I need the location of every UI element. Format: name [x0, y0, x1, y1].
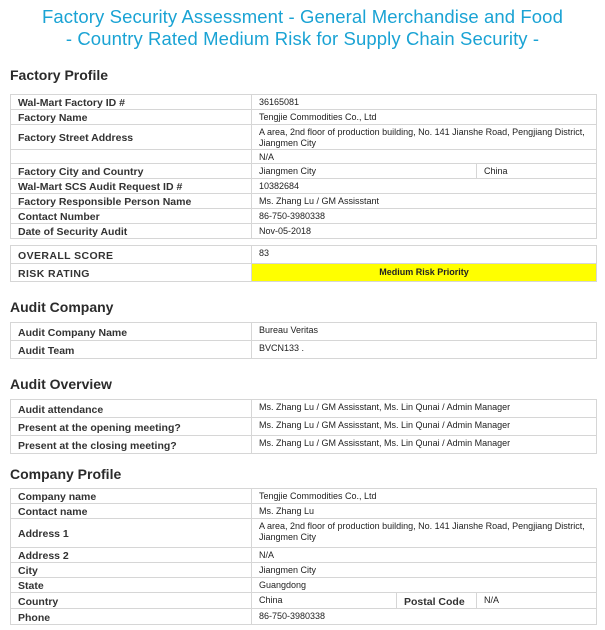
field-label: Phone — [11, 609, 252, 625]
field-label: Company name — [11, 489, 252, 504]
field-label: Factory Name — [11, 110, 252, 125]
table-row — [11, 578, 597, 593]
report-title-line2: - Country Rated Medium Risk for Supply Chain Security - — [65, 28, 540, 49]
table-row — [11, 489, 597, 504]
table-row — [11, 179, 597, 194]
table-row — [11, 209, 597, 224]
table-row — [11, 519, 597, 548]
contact-number-value: 86-750-3980338 — [252, 209, 597, 224]
audit-company-name-value: Bureau Veritas — [252, 323, 597, 341]
table-row — [11, 341, 597, 359]
risk-rating-badge: Medium Risk Priority — [252, 264, 597, 282]
field-label: Address 1 — [11, 519, 252, 548]
factory-country-value: China — [477, 164, 597, 179]
table-row — [11, 504, 597, 519]
field-label: Present at the closing meeting? — [11, 436, 252, 454]
company-name-value: Tengjie Commodities Co., Ltd — [252, 489, 597, 504]
report-title-line1: Factory Security Assessment - General Merchandise and Food — [42, 6, 563, 27]
table-row — [11, 246, 597, 264]
table-row — [11, 264, 597, 282]
field-label: Factory Street Address — [11, 125, 252, 150]
factory-name-value: Tengjie Commodities Co., Ltd — [252, 110, 597, 125]
opening-meeting-value: Ms. Zhang Lu / GM Assisstant, Ms. Lin Qunai / Admin Manager — [252, 418, 597, 436]
report-title — [0, 6, 605, 50]
field-label: City — [11, 563, 252, 578]
table-row — [11, 400, 597, 418]
field-label: Address 2 — [11, 548, 252, 563]
field-label: Wal-Mart SCS Audit Request ID # — [11, 179, 252, 194]
country-value: China — [252, 593, 397, 609]
field-label: Audit attendance — [11, 400, 252, 418]
table-row — [11, 125, 597, 150]
table-row — [11, 164, 597, 179]
field-label — [11, 150, 252, 164]
field-label: Audit Team — [11, 341, 252, 359]
field-label: Contact Number — [11, 209, 252, 224]
table-row — [11, 150, 597, 164]
factory-profile-table — [10, 94, 597, 239]
table-row — [11, 593, 597, 609]
overall-score-value: 83 — [252, 246, 597, 264]
field-label: Factory Responsible Person Name — [11, 194, 252, 209]
field-label: Wal-Mart Factory ID # — [11, 95, 252, 110]
field-label: State — [11, 578, 252, 593]
field-label: Factory City and Country — [11, 164, 252, 179]
audit-team-value: BVCN133 . — [252, 341, 597, 359]
state-value: Guangdong — [252, 578, 597, 593]
table-row — [11, 563, 597, 578]
table-row — [11, 224, 597, 239]
table-row — [11, 418, 597, 436]
table-row — [11, 436, 597, 454]
field-label: Audit Company Name — [11, 323, 252, 341]
audit-company-heading: Audit Company — [10, 299, 114, 315]
table-row — [11, 194, 597, 209]
field-label: Contact name — [11, 504, 252, 519]
postal-code-label: Postal Code — [397, 593, 477, 609]
field-label: Country — [11, 593, 252, 609]
audit-company-table — [10, 322, 597, 359]
company-profile-table — [10, 488, 597, 625]
phone-value: 86-750-3980338 — [252, 609, 597, 625]
street-address-value: A area, 2nd floor of production building, No. 141 Jianshe Road, Pengjiang District, Jiangmen City — [252, 125, 597, 150]
audit-overview-table — [10, 399, 597, 454]
table-row — [11, 548, 597, 563]
score-table — [10, 245, 597, 282]
factory-city-value: Jiangmen City — [252, 164, 477, 179]
contact-name-value: Ms. Zhang Lu — [252, 504, 597, 519]
responsible-person-value: Ms. Zhang Lu / GM Assisstant — [252, 194, 597, 209]
address-extra-value: N/A — [252, 150, 597, 164]
field-label: Present at the opening meeting? — [11, 418, 252, 436]
audit-overview-heading: Audit Overview — [10, 376, 112, 392]
city-value: Jiangmen City — [252, 563, 597, 578]
table-row — [11, 95, 597, 110]
table-row — [11, 323, 597, 341]
address2-value: N/A — [252, 548, 597, 563]
address1-value: A area, 2nd floor of production building, No. 141 Jianshe Road, Pengjiang District, Jiangmen City — [252, 519, 597, 548]
audit-date-value: Nov-05-2018 — [252, 224, 597, 239]
table-row — [11, 609, 597, 625]
company-profile-heading: Company Profile — [10, 466, 122, 482]
attendance-value: Ms. Zhang Lu / GM Assisstant, Ms. Lin Qunai / Admin Manager — [252, 400, 597, 418]
factory-profile-heading: Factory Profile — [10, 67, 109, 83]
postal-code-value: N/A — [477, 593, 597, 609]
risk-rating-label: RISK RATING — [11, 264, 252, 282]
table-row — [11, 110, 597, 125]
audit-request-value: 10382684 — [252, 179, 597, 194]
closing-meeting-value: Ms. Zhang Lu / GM Assisstant, Ms. Lin Qunai / Admin Manager — [252, 436, 597, 454]
field-label: Date of Security Audit — [11, 224, 252, 239]
overall-score-label: OVERALL SCORE — [11, 246, 252, 264]
factory-id-value: 36165081 — [252, 95, 597, 110]
